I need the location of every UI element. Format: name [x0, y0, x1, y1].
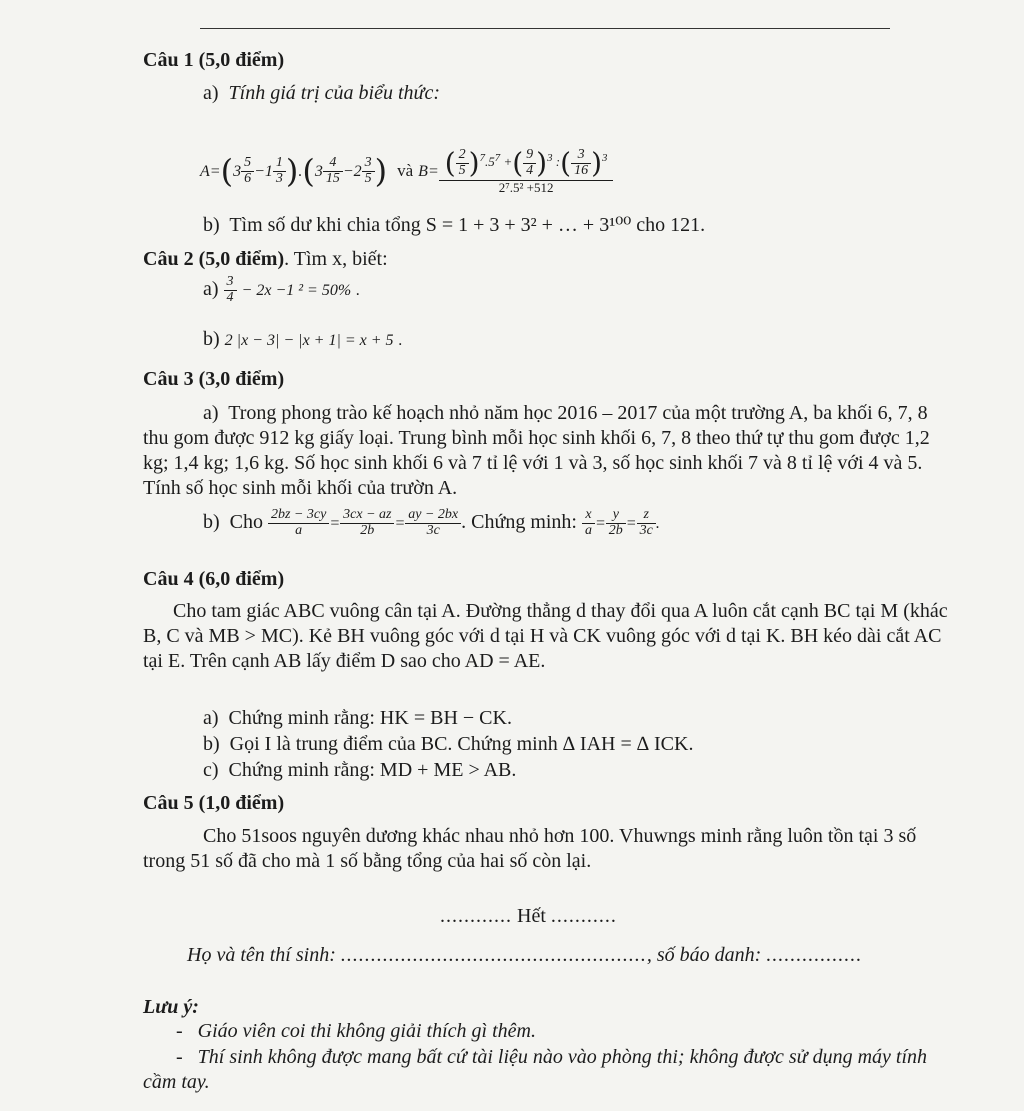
- question-2-task: . Tìm x, biết:: [284, 248, 388, 270]
- note-title: Lưu ý:: [143, 996, 199, 1018]
- question-5-heading: Câu 5 (1,0 điểm): [143, 792, 285, 814]
- candidate-name-label: Họ và tên thí sinh:: [187, 944, 336, 966]
- end-label: Hết: [517, 905, 546, 927]
- q1-a-text: Tính giá trị của biểu thức:: [228, 82, 440, 104]
- B-denominator: 2⁷.5² +512: [498, 180, 554, 196]
- q4-c-label: c): [203, 759, 219, 781]
- A-f2-int: −1: [254, 163, 273, 181]
- q4-a-label: a): [203, 707, 219, 729]
- q4-c-text: Chứng minh rằng: MD + ME > AB.: [228, 759, 517, 781]
- q1-b-label: b): [203, 214, 220, 236]
- A-frac-4: $\frac{3}{5}$: [362, 156, 375, 186]
- var-A: A: [200, 163, 210, 181]
- A-f3-int: 3: [314, 163, 323, 181]
- q2-b-end: .: [398, 332, 403, 349]
- note-dash-2: -: [176, 1046, 183, 1068]
- q3-b-frac-3: $\frac{ay - 2bx}{3c}$: [405, 508, 461, 538]
- note-text-2: Thí sinh không được mang bất cứ tài liệu nào vào phòng thi; không được sử dụng máy tính cầm tay.: [143, 1046, 928, 1093]
- A-frac-3: $\frac{4}{15}$: [323, 156, 343, 186]
- q3-part-b: b) Cho $\frac{2bz - 3cy}{a}$ = $\frac{3cx - az}{2b}$ = $\frac{ay - 2bx}{3c}$ . Chứng minh: $\frac{x}{a}$ = $\frac{y}{2b}$ = $\frac{z}{3c}$ .: [203, 507, 660, 538]
- q3-a-label: a): [203, 402, 219, 424]
- q4-a-text: Chứng minh rằng: HK = BH − CK.: [228, 707, 512, 729]
- q4-intro: Cho tam giác ABC vuông cân tại A. Đường thẳng d thay đổi qua A luôn cắt cạnh BC tại M (khác B, C và MB > MC). Kẻ BH vuông góc với d tại H và CK vuông góc với d tại K. BH kéo dài cắt AC tại E. Trên cạnh AB lấy điểm D sao cho AD = AE.: [143, 600, 948, 672]
- var-B: B: [418, 163, 428, 181]
- q2-part-b: [203, 328, 403, 351]
- candidate-line: [187, 944, 862, 967]
- A-frac-2: $\frac{1}{3}$: [273, 156, 286, 186]
- q2-part-a: [203, 275, 360, 305]
- end-dots-left: ............: [440, 905, 512, 927]
- A-frac-1: $\frac{5}{6}$: [241, 156, 254, 186]
- q1-a-label: a): [203, 82, 219, 104]
- q1-part-a: [203, 82, 440, 105]
- question-3-heading: Câu 3 (3,0 điểm): [143, 368, 285, 390]
- q3-a-body: ba khối 6, 7, 8 thu gom được 912 kg giấy loại. Trung bình mỗi học sinh khối 6, 7, 8 theo thứ tự thu gom được 1,2 kg; 1,4 kg; 1,6 kg. Số học sinh khối 6 và 7 tỉ lệ với 1 và 3, số học sinh khối 7 và 8 tỉ lệ với 4 và 5. Tính số học sinh mỗi khối của trườn A.: [143, 402, 930, 499]
- A-f1-int: 3: [233, 163, 242, 181]
- B-fraction: [439, 148, 614, 195]
- q3-a-first-line: Trong phong trào kế hoạch nhỏ năm học 2016 – 2017 của một trường A,: [228, 402, 809, 424]
- header-rule: [200, 28, 890, 29]
- q4-part-a: [203, 707, 512, 730]
- q2-a-label: a): [203, 277, 219, 300]
- q3-b-frac-1: $\frac{2bz - 3cy}{a}$: [268, 508, 329, 538]
- note-item-2: [143, 1045, 958, 1095]
- q3-b-goal-2: $\frac{y}{2b}$: [606, 508, 626, 538]
- q3-b-goal-1: $\frac{x}{a}$: [582, 508, 595, 538]
- end-marker: [440, 905, 617, 928]
- q3-b-prove: . Chứng minh:: [461, 510, 577, 533]
- q1-b-text: Tìm số dư khi chia tổng S = 1 + 3 + 3² + … + 3¹⁰⁰ cho 121.: [229, 214, 706, 236]
- q3-b-frac-2: $\frac{3cx - az}{2b}$: [340, 508, 394, 538]
- note-text-1: Giáo viên coi thi không giải thích gì thêm.: [197, 1020, 536, 1042]
- q2-a-fraction: $\frac{3}{4}$: [224, 275, 237, 305]
- q2-b-expression: 2 |x − 3| − |x + 1| = x + 5: [224, 332, 394, 349]
- q3-b-cho: Cho: [229, 510, 264, 533]
- A-f4-int: −2: [342, 163, 362, 181]
- end-dots-right: ...........: [550, 905, 617, 927]
- note-item-1: [176, 1020, 536, 1043]
- q2-a-expression: − 2x −1 ² = 50%: [241, 281, 352, 299]
- note-dash-1: -: [176, 1020, 183, 1042]
- q2-b-label: b): [203, 328, 220, 350]
- candidate-name-blank: ...................................................: [340, 944, 647, 966]
- question-2-heading: Câu 2 (5,0 điểm): [143, 248, 285, 270]
- expression-A: A=(3 $\frac{5}{6}$ −1 $\frac{1}{3}$ ).(3 $\frac{4}{15}$ −2 $\frac{3}{5}$ ) và B= ( $\frac{2}{5}$ )$^7.5^7$ +( $\frac{9}{4}$ )$^3$ :( $\frac{3}{16}$ )$^3$ 2⁷.5² +512: [200, 148, 613, 195]
- q4-b-text: Gọi I là trung điểm của BC. Chứng minh ∆ IAH = ∆ ICK.: [229, 733, 694, 755]
- question-2-heading-line: [143, 248, 388, 271]
- B-numerator: ( $\frac{2}{5}$ )$^7.5^7$ +( $\frac{9}{4}$ )$^3$ :( $\frac{3}{16}$ )$^3$: [439, 148, 614, 181]
- q3-b-label: b): [203, 510, 220, 533]
- q1-part-b: [203, 214, 705, 237]
- and-word: và: [397, 161, 414, 181]
- question-4-heading: Câu 4 (6,0 điểm): [143, 568, 285, 590]
- q3-b-goal-3: $\frac{z}{3c}$: [637, 508, 656, 538]
- q5-text: Cho 51soos nguyên dương khác nhau nhỏ hơn 100. Vhuwngs minh rằng luôn tồn tại 3 số trong 51 số đã cho mà 1 số bằng tổng của hai số còn lại.: [143, 825, 917, 872]
- q4-part-c: [203, 759, 516, 782]
- q2-a-end: .: [356, 281, 361, 299]
- candidate-id-blank: ................: [766, 944, 863, 966]
- q4-b-label: b): [203, 733, 220, 755]
- candidate-id-label: , số báo danh:: [646, 944, 762, 966]
- q3-part-a: [143, 401, 958, 501]
- question-1-heading: Câu 1 (5,0 điểm): [143, 49, 285, 71]
- q4-part-b: [203, 733, 693, 756]
